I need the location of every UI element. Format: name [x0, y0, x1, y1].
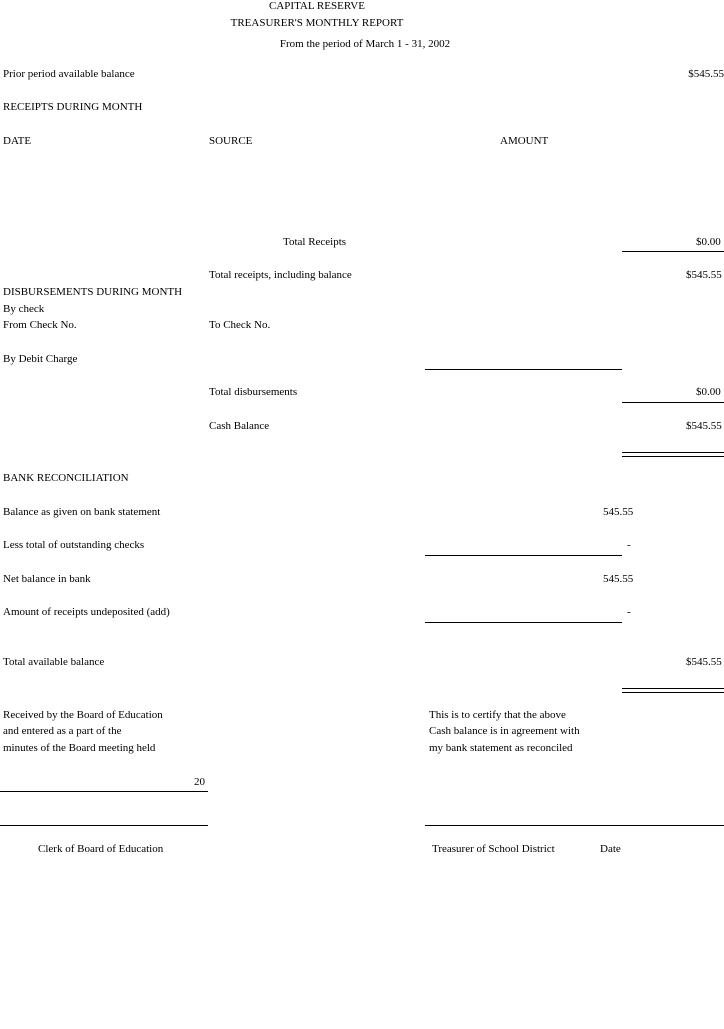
total-disbursements-value: $0.00: [696, 386, 721, 398]
outstanding-checks-label: Less total of outstanding checks: [3, 539, 145, 551]
prior-balance-value: $545.55: [688, 68, 724, 80]
certify-text-line-2: Cash balance is in agreement with: [429, 725, 580, 737]
total-available-double-rule: [622, 688, 724, 693]
cash-balance-double-rule: [622, 452, 724, 457]
bank-statement-balance-value: 545.55: [603, 506, 634, 518]
cash-balance-label: Cash Balance: [209, 420, 270, 432]
meeting-date-rule: [0, 791, 208, 792]
from-check-label: From Check No.: [3, 319, 77, 331]
report-subtitle: TREASURER'S MONTHLY REPORT: [230, 17, 404, 29]
total-receipts-including-balance-label: Total receipts, including balance: [209, 269, 352, 281]
report-title: CAPITAL RESERVE: [269, 0, 365, 12]
total-receipts-value: $0.00: [696, 236, 721, 248]
total-receipts-including-balance-value: $545.55: [686, 269, 722, 281]
outstanding-checks-value: -: [627, 539, 631, 551]
cash-balance-value: $545.55: [686, 420, 722, 432]
by-debit-charge-label: By Debit Charge: [3, 353, 78, 365]
receipts-undeposited-label: Amount of receipts undeposited (add): [3, 606, 170, 618]
total-receipts-rule: [622, 251, 724, 252]
date-label: Date: [600, 843, 621, 855]
net-balance-label: Net balance in bank: [3, 573, 91, 585]
board-text-line-2: and entered as a part of the: [3, 725, 122, 737]
to-check-label: To Check No.: [209, 319, 271, 331]
debit-charge-rule: [425, 369, 622, 370]
disbursements-heading: DISBURSEMENTS DURING MONTH: [3, 286, 183, 298]
column-amount: AMOUNT: [500, 135, 549, 147]
bank-reconciliation-heading: BANK RECONCILIATION: [3, 472, 129, 484]
total-receipts-label: Total Receipts: [283, 236, 347, 248]
clerk-label: Clerk of Board of Education: [38, 843, 164, 855]
board-text-line-3: minutes of the Board meeting held: [3, 742, 156, 754]
net-balance-value: 545.55: [603, 573, 634, 585]
certify-text-line-3: my bank statement as reconciled: [429, 742, 573, 754]
total-disbursements-rule: [622, 402, 724, 403]
total-available-balance-value: $545.55: [686, 656, 722, 668]
receipts-undeposited-rule: [425, 622, 622, 623]
prior-balance-label: Prior period available balance: [3, 68, 135, 80]
certify-text-line-1: This is to certify that the above: [429, 709, 566, 721]
total-disbursements-label: Total disbursements: [209, 386, 298, 398]
report-period: From the period of March 1 - 31, 2002: [279, 38, 451, 50]
bank-statement-balance-label: Balance as given on bank statement: [3, 506, 161, 518]
column-source: SOURCE: [209, 135, 253, 147]
outstanding-checks-rule: [425, 555, 622, 556]
by-check-label: By check: [3, 303, 45, 315]
receipts-undeposited-value: -: [627, 606, 631, 618]
treasurer-signature-rule: [425, 825, 724, 826]
board-text-line-1: Received by the Board of Education: [3, 709, 163, 721]
clerk-signature-rule: [0, 825, 208, 826]
total-available-balance-label: Total available balance: [3, 656, 105, 668]
column-date: DATE: [3, 135, 32, 147]
receipts-heading: RECEIPTS DURING MONTH: [3, 101, 143, 113]
meeting-year-prefix: 20: [194, 776, 205, 788]
treasurer-label: Treasurer of School District: [432, 843, 555, 855]
